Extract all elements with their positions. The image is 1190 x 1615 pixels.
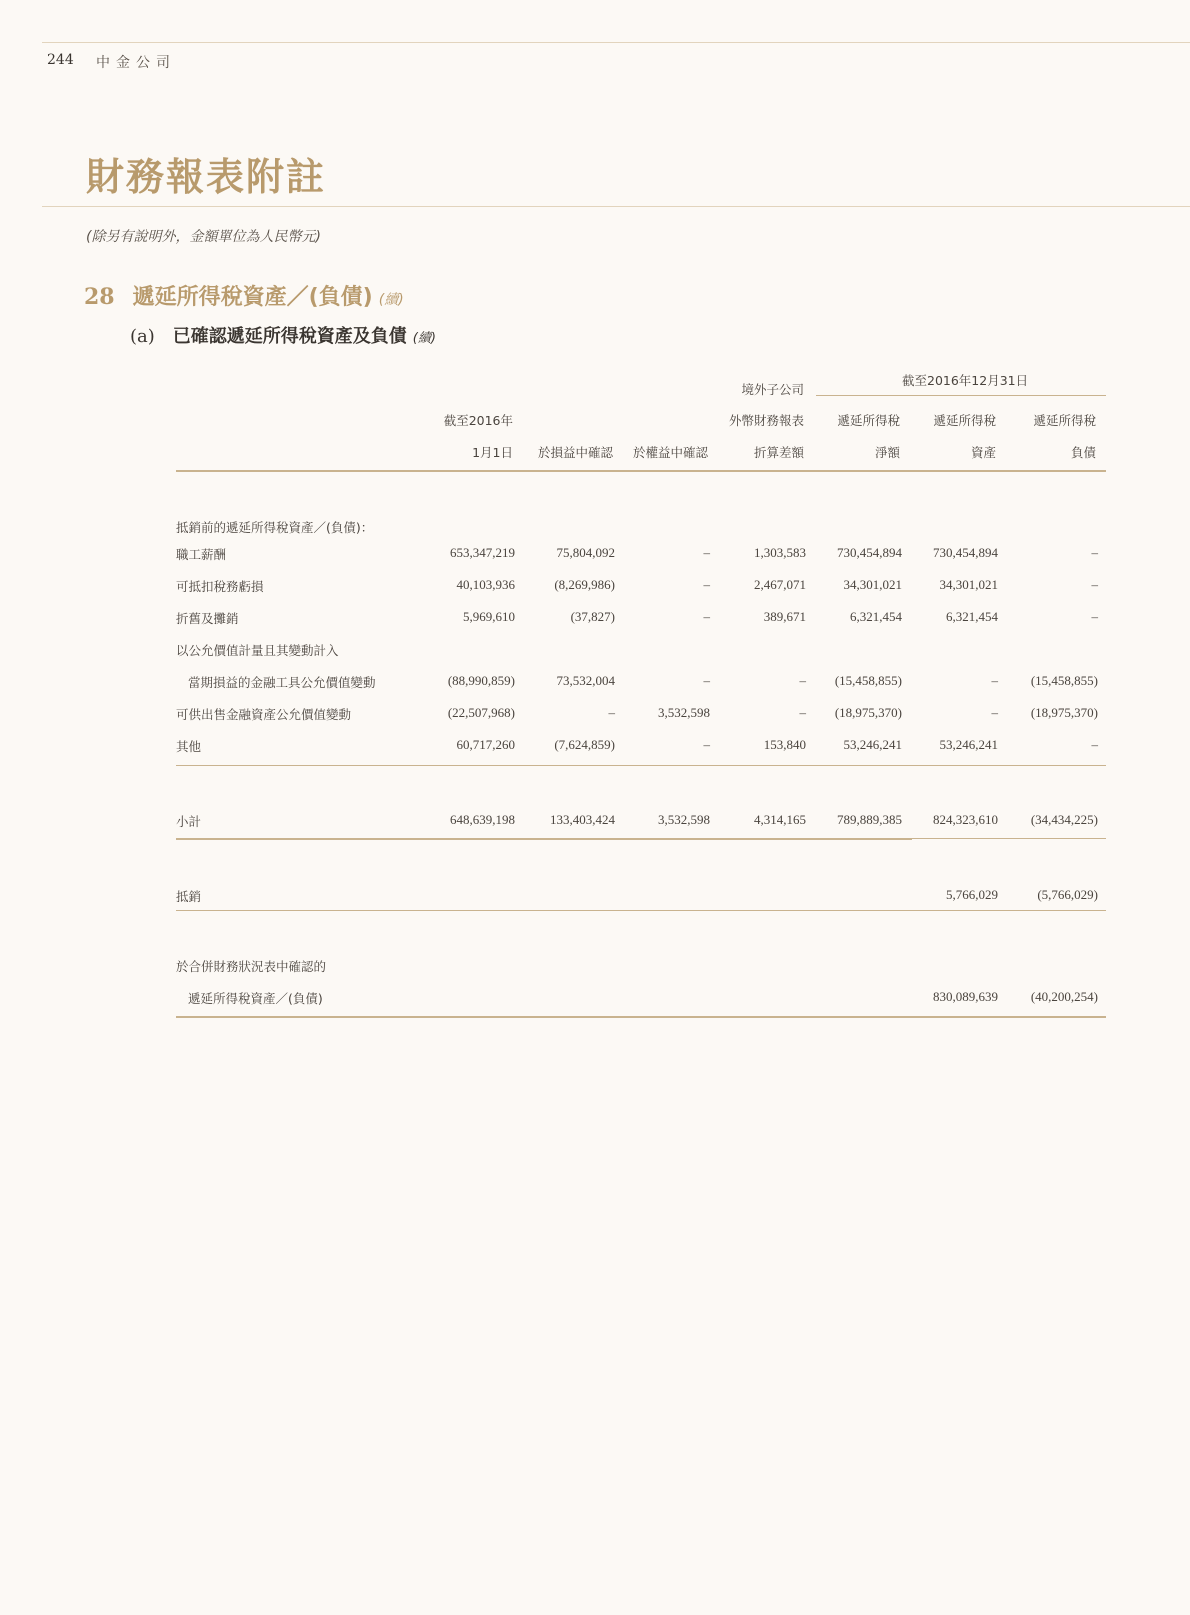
recognized-label-line1: 於合併財務狀況表中確認的 — [176, 959, 327, 974]
subtotal-label: 小計 — [176, 814, 202, 829]
recognized-cell: (40,200,254) — [1030, 989, 1098, 1004]
currency-note: (除另有說明外，金額單位為人民幣元) — [86, 229, 321, 245]
table-cell: (37,827) — [570, 609, 615, 624]
row-label: 可供出售金融資產公允價值變動 — [176, 707, 352, 722]
section-continued: (續) — [378, 292, 404, 308]
table-cell: – — [703, 737, 710, 752]
table-cell: 730,454,894 — [837, 545, 902, 560]
page-number: 244 — [47, 52, 74, 68]
subtotal-cell: (34,434,225) — [1030, 812, 1098, 827]
table-cell: – — [991, 673, 998, 688]
table-cell: – — [799, 673, 806, 688]
table-cell: 153,840 — [763, 737, 806, 752]
table-cell: 1,303,583 — [754, 545, 806, 560]
table-cell: – — [703, 609, 710, 624]
table-section-label: 抵銷前的遞延所得稅資產／(負債)： — [176, 520, 374, 535]
column-header: 淨額 — [874, 445, 900, 460]
header-rule — [42, 42, 1190, 43]
subsection-heading — [130, 322, 436, 348]
table-cell: 73,532,004 — [556, 673, 615, 688]
table-cell: (15,458,855) — [834, 673, 902, 688]
recognized-cell: 830,089,639 — [933, 989, 998, 1004]
table-cell: 6,321,454 — [946, 609, 998, 624]
table-cell: 730,454,894 — [933, 545, 998, 560]
row-label: 折舊及攤銷 — [176, 611, 239, 626]
table-cell: – — [703, 577, 710, 592]
subsection-title: 已確認遞延所得稅資產及負債 — [172, 326, 407, 347]
table-cell: (7,624,859) — [554, 737, 615, 752]
table-cell: 34,301,021 — [843, 577, 902, 592]
subsection-continued: (續) — [412, 331, 436, 346]
table-cell: – — [799, 705, 806, 720]
table-cell: 53,246,241 — [843, 737, 902, 752]
table-cell: (18,975,370) — [834, 705, 902, 720]
column-header: 截至2016年 — [443, 413, 513, 428]
column-group-header: 截至2016年12月31日 — [902, 373, 1029, 388]
table-cell: (18,975,370) — [1030, 705, 1098, 720]
column-header: 遞延所得稅 — [837, 413, 900, 428]
section-heading — [84, 280, 404, 311]
subtotal-rule-left — [176, 838, 912, 840]
title-rule — [42, 206, 1190, 207]
table-cell: – — [1091, 577, 1098, 592]
rows-bottom-rule — [176, 765, 1106, 766]
table-cell: (22,507,968) — [447, 705, 515, 720]
table-bottom-rule — [176, 1016, 1106, 1018]
table-cell: 75,804,092 — [556, 545, 615, 560]
column-header: 資產 — [970, 445, 996, 460]
table-cell: 6,321,454 — [850, 609, 902, 624]
table-cell: (8,269,986) — [554, 577, 615, 592]
column-header: 外幣財務報表 — [728, 413, 804, 428]
column-header: 折算差額 — [753, 445, 804, 460]
table-cell: 5,969,610 — [463, 609, 515, 624]
table-cell: (15,458,855) — [1030, 673, 1098, 688]
table-cell: 60,717,260 — [456, 737, 515, 752]
subtotal-cell: 3,532,598 — [658, 812, 710, 827]
table-cell: 389,671 — [763, 609, 806, 624]
page-title: 財務報表附註 — [86, 155, 327, 199]
subtotal-cell: 789,889,385 — [837, 812, 902, 827]
offset-label: 抵銷 — [176, 889, 202, 904]
table-cell: – — [1091, 609, 1098, 624]
table-cell: 53,246,241 — [939, 737, 998, 752]
row-label: 當期損益的金融工具公允價值變動 — [188, 675, 376, 690]
table-cell: – — [703, 673, 710, 688]
column-header: 1月1日 — [472, 445, 513, 460]
group-header-rule — [816, 395, 1106, 396]
table-cell: – — [1091, 737, 1098, 752]
table-cell: – — [991, 705, 998, 720]
row-label: 其他 — [176, 739, 202, 754]
subtotal-cell: 824,323,610 — [933, 812, 998, 827]
offset-rule — [176, 910, 1106, 911]
table-cell: 3,532,598 — [658, 705, 710, 720]
row-label: 職工薪酬 — [176, 547, 227, 562]
section-number: 28 — [84, 284, 115, 310]
table-cell: – — [1091, 545, 1098, 560]
column-header: 境外子公司 — [741, 382, 804, 397]
offset-cell: 5,766,029 — [946, 887, 998, 902]
column-header: 負債 — [1070, 445, 1096, 460]
subtotal-rule-right — [912, 838, 1106, 839]
header-bottom-rule — [176, 470, 1106, 472]
offset-cell: (5,766,029) — [1037, 887, 1098, 902]
table-cell: 653,347,219 — [450, 545, 515, 560]
section-title: 遞延所得稅資產／(負債) — [132, 285, 373, 310]
column-header: 於權益中確認 — [632, 445, 708, 460]
subtotal-cell: 133,403,424 — [550, 812, 615, 827]
row-label: 可抵扣稅務虧損 — [176, 579, 264, 594]
company-name: 中金公司 — [96, 55, 176, 71]
recognized-label-line2: 遞延所得稅資產／(負債) — [188, 991, 323, 1006]
column-header: 於損益中確認 — [537, 445, 613, 460]
table-cell: – — [608, 705, 615, 720]
row-label: 以公允價值計量且其變動計入 — [176, 643, 339, 658]
subsection-label: (a) — [130, 326, 155, 347]
table-cell: 2,467,071 — [754, 577, 806, 592]
table-cell: (88,990,859) — [447, 673, 515, 688]
column-header: 遞延所得稅 — [1033, 413, 1096, 428]
table-cell: – — [703, 545, 710, 560]
subtotal-cell: 4,314,165 — [754, 812, 806, 827]
subtotal-cell: 648,639,198 — [450, 812, 515, 827]
table-cell: 34,301,021 — [939, 577, 998, 592]
column-header: 遞延所得稅 — [933, 413, 996, 428]
table-cell: 40,103,936 — [456, 577, 515, 592]
